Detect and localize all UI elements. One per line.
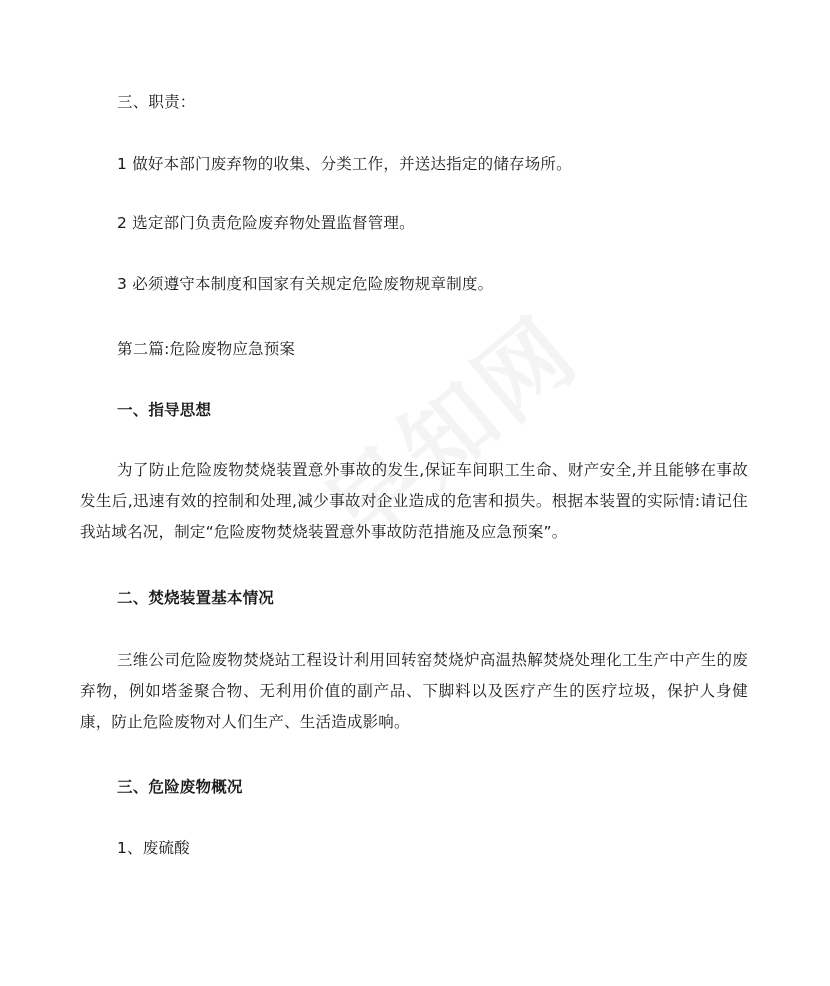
section-2-paragraph: 三维公司危险废物焚烧站工程设计利用回转窑焚烧炉高温热解焚烧处理化工生产中产生的废弃物，例如塔釜聚合物、无利用价值的副产品、下脚料以及医疗产生的医疗垃圾，保护人身健康，防止危险废物对人们生产、生活造成影响。 — [80, 651, 748, 731]
duties-heading: 三、职责： — [117, 93, 196, 111]
section-3-heading: 三、危险废物概况 — [117, 778, 243, 796]
section-2-heading: 二、焚烧装置基本情况 — [117, 589, 275, 607]
section-1-heading: 一、指导思想 — [117, 401, 212, 419]
duty-item-2: 2 选定部门负责危险废弃物处置监督管理。 — [117, 214, 415, 232]
hazard-item-1: 1、废硫酸 — [117, 839, 190, 857]
duty-item-3: 3 必须遵守本制度和国家有关规定危险废物规章制度。 — [117, 275, 494, 293]
part-two-title: 第二篇:危险废物应急预案 — [117, 340, 296, 358]
section-1-paragraph: 为了防止危险废物焚烧装置意外事故的发生,保证车间职工生命、财产安全,并且能够在事故发生后,迅速有效的控制和处理,减少事故对企业造成的危害和损失。根据本装置的实际情:请记住我站域名况，制定“危险废物焚烧装置意外事故防范措施及应急预案”。 — [80, 461, 748, 541]
duty-item-1: 1 做好本部门废弃物的收集、分类工作，并送达指定的储存场所。 — [117, 155, 572, 173]
